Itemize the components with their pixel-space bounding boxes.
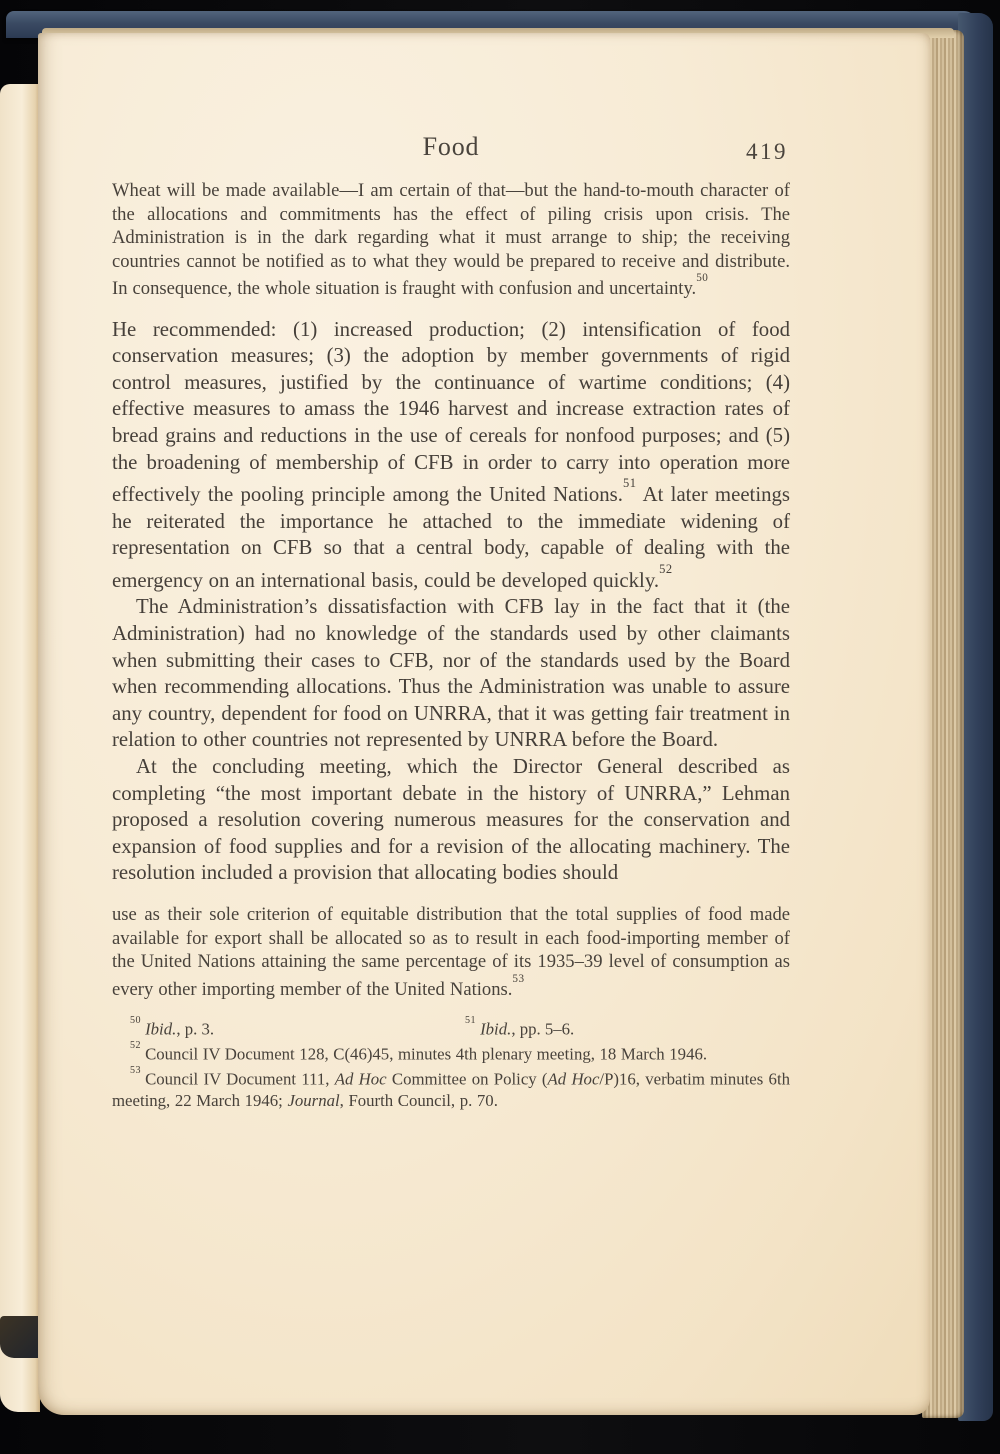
footnote-marker-52: 52 bbox=[659, 561, 673, 576]
footnote-text: /P)16, verbatim minutes 6th meeting, 22 March 1946; bbox=[112, 1069, 791, 1111]
paragraph-text: At later meetings he reiterated the importance he attached to the immediate widening of representation on CFB so that a central body, capable of dealing with the emergency on an international basis, could be developed quickly. bbox=[112, 483, 790, 592]
paragraph-text: He recommended: (1) increased production; (2) intensification of food conservation measures; (3) the adoption by member governments of rigid control measures, justified by the continuance of wartime conditions; (4) effective measures to amass the 1946 harvest and increase extraction rates of bread grains and reductions in the use of cereals for nonfood purposes; and (5) the broadening of membership of CFB in order to carry into operation more effectively the pooling principle among the United Nations. bbox=[112, 317, 790, 507]
footnote-italic-title: Journal bbox=[287, 1091, 340, 1111]
footnote-ibid: Ibid. bbox=[145, 1019, 177, 1039]
footnote-italic-title: Ad Hoc bbox=[547, 1069, 600, 1089]
footnote-text: Council IV Document 128, C(46)45, minutes 4th plenary meeting, 18 March 1946. bbox=[145, 1044, 708, 1064]
footnote-text: Council IV Document 111, bbox=[145, 1069, 335, 1089]
footnote-number: 53 bbox=[130, 1065, 142, 1077]
footnotes-section bbox=[112, 1015, 790, 1112]
quote-text: Wheat will be made available—I am certain of that—but the hand-to-mouth character of the allocations and commitments has the effect of piling crisis upon crisis. The Administration is in the dark regarding what it must arrange to ship; the receiving countries cannot be notified as to what they would be prepared to receive and distribute. In consequence, the whole situation is fraught with confusion and uncertainty. bbox=[112, 180, 790, 300]
footnote-number: 52 bbox=[130, 1040, 142, 1052]
paragraph-concluding-meeting: At the concluding meeting, which the Director General described as completing “the most important debate in the history of UNRRA,” Lehman proposed a resolution covering numerous measures for the conservation and expansion of food supplies and for a revision of the allocating machinery. The resolution included a provision that allocating bodies should bbox=[112, 755, 790, 885]
block-quote-resolution bbox=[112, 903, 790, 1001]
footnote-row-50-51 bbox=[112, 1015, 790, 1040]
footnote-marker-53: 53 bbox=[512, 972, 525, 985]
quote-text: use as their sole criterion of equitable distribution that the total supplies of food made available for export shall be allocated so as to result in each food-importing member of the United Nations attaining the same percentage of its 1935–39 level of consumption as every other importing member of the United Nations. bbox=[112, 904, 790, 1000]
page-number: 419 bbox=[746, 139, 788, 164]
paragraph-recommendations bbox=[112, 317, 790, 595]
book-page bbox=[38, 33, 930, 1415]
paragraph-dissatisfaction: The Administration’s dissatisfaction with CFB lay in the fact that it (the Administration) had no knowledge of the standards used by other claimants when submitting their cases to CFB, nor of the standards used by the Board when recommending allocations. Thus the Administration was unable to assure any country, dependent for food on UNRRA, that it was getting fair treatment in relation to other countries not represented by UNRRA before the Board. bbox=[112, 595, 790, 752]
footnote-marker-50: 50 bbox=[696, 272, 709, 285]
footnote-51 bbox=[465, 1015, 790, 1040]
footnote-text: , p. 3. bbox=[176, 1019, 215, 1039]
footnote-50 bbox=[112, 1015, 465, 1040]
running-head bbox=[112, 132, 790, 170]
footnote-53 bbox=[112, 1065, 790, 1112]
page-title: Food bbox=[422, 132, 480, 161]
block-quote-continuation bbox=[112, 179, 790, 301]
footnote-text: , Fourth Council, p. 70. bbox=[339, 1091, 498, 1111]
footnote-ibid: Ibid. bbox=[480, 1019, 512, 1039]
footnote-italic-title: Ad Hoc bbox=[334, 1069, 387, 1089]
footnote-text: , pp. 5–6. bbox=[511, 1019, 575, 1039]
footnote-number: 50 bbox=[130, 1015, 142, 1027]
page-content bbox=[112, 33, 790, 1415]
footnote-52 bbox=[112, 1040, 790, 1065]
facing-page-edge bbox=[0, 84, 40, 1412]
footnote-number: 51 bbox=[465, 1015, 477, 1027]
footnote-text: Committee on Policy ( bbox=[386, 1069, 548, 1089]
footnote-marker-51: 51 bbox=[622, 476, 637, 491]
